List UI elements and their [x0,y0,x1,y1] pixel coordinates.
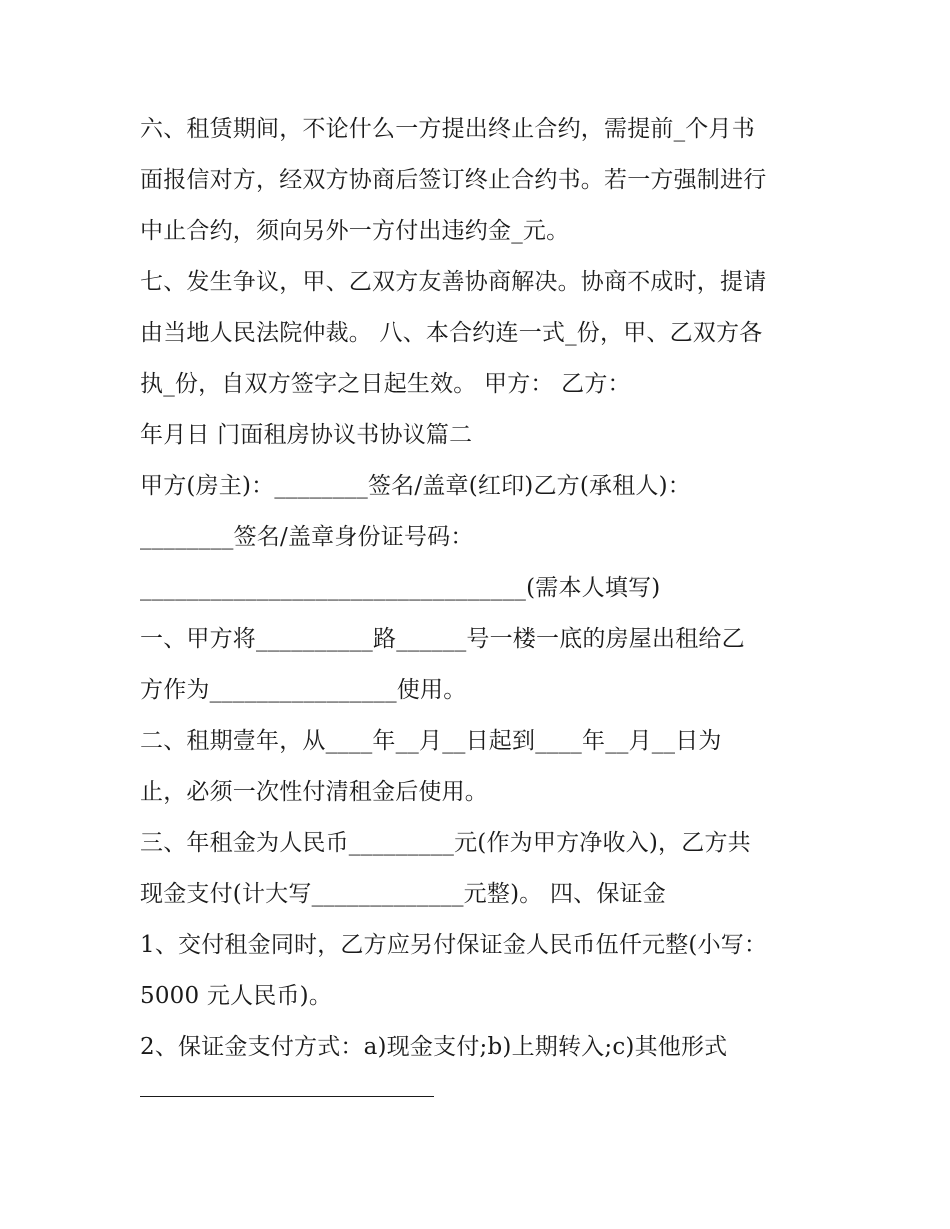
fill-in-blank-line [140,1096,434,1097]
text-line: 三、年租金为人民币_________元(作为甲方净收入)，乙方共 [140,830,751,856]
text-line: 七、发生争议，甲、乙双方友善协商解决。协商不成时，提请 [140,269,767,295]
text-line: 二、租期壹年，从____年__月__日起到____年__月__日为 [140,728,722,754]
text-line: 中止合约，须向另外一方付出违约金_元。 [140,218,570,244]
text-line: ________签名/盖章身份证号码： [140,524,474,550]
text-line: 六、租赁期间，不论什么一方提出终止合约，需提前_个月书 [140,116,755,142]
text-line: 一、甲方将__________路______号一楼一底的房屋出租给乙 [140,626,745,652]
text-line: 由当地人民法院仲裁。 八、本合约连一式_份，甲、乙双方各 [140,320,763,346]
section-heading: 年月日 门面租房协议书协议篇二 [140,422,473,448]
text-line: 面报信对方，经双方协商后签订终止合约书。若一方强制进行 [140,167,767,193]
document-body [140,104,820,1073]
text-line: 方作为________________使用。 [140,677,467,703]
text-line: 执_份，自双方签字之日起生效。 甲方： 乙方： [140,371,631,397]
text-line: 5000 元人民币)。 [140,983,333,1009]
text-line: 止，必须一次性付清租金后使用。 [140,779,488,805]
text-line: _________________________________(需本人填写) [140,575,661,601]
text-line: 现金支付(计大写_____________元整)。 四、保证金 [140,881,666,907]
text-line: 1、交付租金同时，乙方应另付保证金人民币伍仟元整(小写： [140,932,768,958]
text-line: 甲方(房主)：________签名/盖章(红印)乙方(承租人)： [140,473,691,499]
text-line: 2、保证金支付方式：a)现金支付;b)上期转入;c)其他形式 [140,1034,728,1060]
